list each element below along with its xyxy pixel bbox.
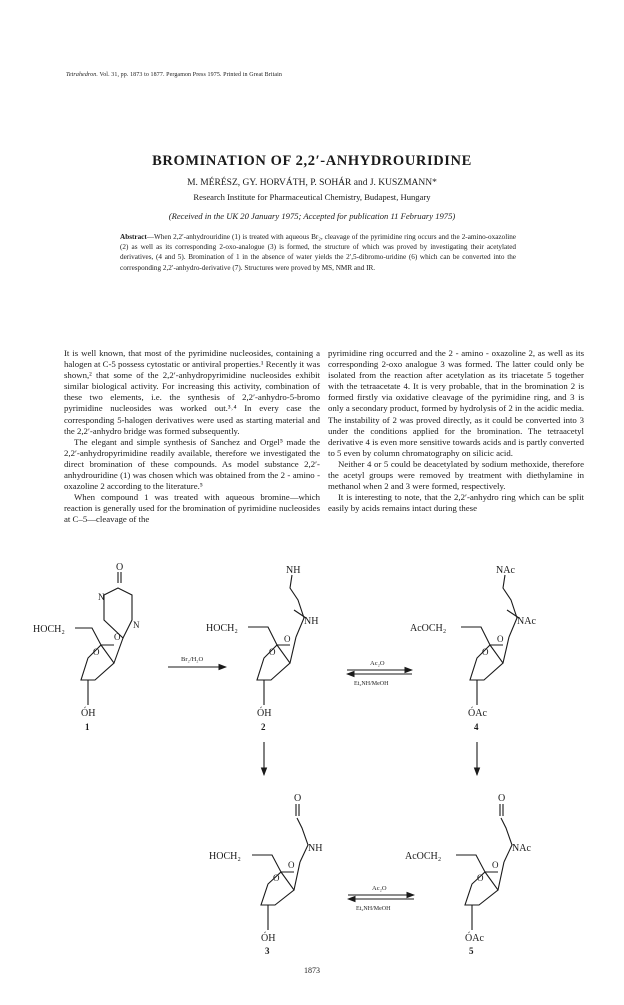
- compound-2-top-group: NH: [286, 565, 301, 576]
- reagent-2-to-4-reverse: Et₂NH/MeOH: [354, 681, 389, 687]
- compound-5-top-o: O: [498, 793, 506, 804]
- compound-5-structure: [456, 804, 512, 930]
- paper-title: BROMINATION OF 2,2′-ANHYDROURIDINE: [152, 153, 472, 169]
- abstract: [120, 232, 516, 273]
- journal-header: [66, 72, 282, 78]
- compound-4-side-group: NAc: [517, 616, 536, 627]
- received-dates: (Received in the UK 20 January 1975; Accepted for publication 11 February 1975): [168, 211, 456, 221]
- compound-2-bottom-group: ÓH: [257, 708, 272, 719]
- compound-2-o-ring: O: [269, 647, 276, 657]
- compound-4-o-bridge: O: [497, 634, 504, 644]
- compound-3-o-bridge: O: [288, 860, 295, 870]
- reagent-3-to-5-forward: Ac₂O: [372, 885, 387, 892]
- reaction-scheme: [0, 440, 624, 985]
- compound-4-left-group: AcOCH₂: [410, 623, 447, 634]
- compound-5-o-ring: O: [477, 873, 484, 883]
- compound-1-o-bridge: O: [114, 632, 121, 642]
- compound-1-n-side: N: [133, 620, 140, 630]
- compound-4-o-ring: O: [482, 647, 489, 657]
- paragraph: It is well known, that most of the pyrimidine nucleosides, containing a halogen at C-5 possess cytostatic or antiviral properties.¹ Recently it was shown,² that some of the 2,2′-anhydropyrimidine nucleosides exhibit similar biological activity. For increasing this activity, combination of these two elements, i.e. the synthesis of 2,2′-anhydro-5-bromo pyrimidine nucleosides was worked out.³˒⁴ In every case the corresponding 5-halogen derivatives were used as starting material and the 2,2′-anhydro bridge was formed subsequently.: [64, 348, 320, 436]
- journal-citation: Vol. 31, pp. 1873 to 1877. Pergamon Press 1975. Printed in Great Britain: [99, 72, 283, 78]
- compound-2-left-group: HOCH₂: [206, 623, 238, 634]
- paragraph: When compound 1 was treated with aqueous bromine—which reaction is generally used for the bromination of pyrimidine nucleosides at C–5—cleavage of the: [64, 492, 320, 525]
- journal-name: Tetrahedron.: [66, 72, 98, 78]
- compound-3-o-ring: O: [273, 873, 280, 883]
- compound-5-left-group: AcOCH₂: [405, 851, 442, 862]
- arrow-3-to-5-equilibrium: [348, 895, 414, 899]
- compound-1-top-o: O: [116, 562, 124, 573]
- reagent-1-to-2: Br₂/H₂O: [181, 656, 204, 663]
- paragraph: The elegant and simple synthesis of Sanchez and Orgel⁵ made the 2,2′-anhydropyrimidine readily available, therefore we investigated the direct bromination of these compounds. As model substance 2,2′-anhydrouridine (1) was chosen which was obtained from the 2 - amino - oxazoline 2 according to the literature.⁵: [64, 436, 320, 492]
- compound-4-bottom-group: ÓAc: [468, 708, 487, 719]
- page-number: 1873: [304, 966, 320, 975]
- compound-3-side-group: NH: [308, 843, 323, 854]
- compound-2-structure: [248, 575, 306, 705]
- compound-4-number: 4: [474, 722, 479, 732]
- compound-3-structure: [252, 804, 308, 930]
- compound-1-bottom-group: ÓH: [81, 708, 96, 719]
- compound-5-bottom-group: ÓAc: [465, 933, 484, 944]
- compound-3-top-o: O: [294, 793, 302, 804]
- compound-5-o-bridge: O: [492, 860, 499, 870]
- compound-4-structure: [461, 575, 519, 705]
- reagent-3-to-5-reverse: Et₂NH/MeOH: [356, 906, 391, 912]
- compound-2-number: 2: [261, 722, 266, 732]
- compound-3-number: 3: [265, 946, 270, 956]
- reagent-2-to-4-forward: Ac₂O: [370, 660, 385, 667]
- paragraph: pyrimidine ring occurred and the 2 - amino - oxazoline 2, as well as its corresponding 2-oxo analogue 3 was formed. The latter could only be isolated from the reaction after acetylation as its triacetate 5 together with the tetraacetate 4. It is very probable, that in the bromination 2 is formed firstly via oxidative cleavage of the pyrimidine ring, and 3 is only a secondary product, formed by hydrolysis of 2 in the acidic media. The instability of 2 was proved directly, as it could be converted into 3 under the conditions applied for the bromination. The tetraacetyl derivative 4 is even more sensitive towards acids and is partly converted to 5 even by column chromatography on silicic acid.: [328, 348, 584, 458]
- compound-1-o-ring: O: [93, 647, 100, 657]
- abstract-text: —When 2,2′-anhydrouridine (1) is treated with aqueous Br₂, cleavage of the pyrimidine ring occurs and the 2-amino-oxazoline (2) as well as its corresponding 2-oxo-analogue (3) is formed, the structure of which was proved by investigating their acetylated derivatives, (4 and 5). Bromination of 1 in the absence of water yields the 2′,5-dibromo-uridine (6) which can be converted into the corresponding 2,2′-anhydro-derivative (7). Structures were proved by MS, NMR and IR.: [120, 233, 516, 272]
- compound-3-left-group: HOCH₂: [209, 851, 241, 862]
- compound-4-top-group: NAc: [496, 565, 515, 576]
- paper-authors: M. MÉRÉSZ, GY. HORVÁTH, P. SOHÁR and J. KUSZMANN*: [187, 178, 437, 188]
- arrow-2-to-4-equilibrium: [347, 670, 412, 674]
- paragraph: Neither 4 or 5 could be deacetylated by sodium methoxide, therefore the acetyl groups were removed by treatment with diethylamine in methanol when 2 and 3 were formed, respectively.: [328, 458, 584, 492]
- compound-1-left-group: HOCH₂: [33, 624, 65, 635]
- paper-affiliation: Research Institute for Pharmaceutical Chemistry, Budapest, Hungary: [193, 192, 431, 202]
- compound-3-bottom-group: ÓH: [261, 933, 276, 944]
- compound-5-number: 5: [469, 946, 474, 956]
- compound-2-o-bridge: O: [284, 634, 291, 644]
- compound-5-side-group: NAc: [512, 843, 531, 854]
- compound-1-n-ring: N: [98, 592, 105, 602]
- paragraph: It is interesting to note, that the 2,2′-anhydro ring which can be split easily by acids remains intact during these: [328, 492, 584, 514]
- compound-2-side-group: NH: [304, 616, 319, 627]
- compound-1-number: 1: [85, 722, 90, 732]
- abstract-label: Abstract: [120, 233, 147, 241]
